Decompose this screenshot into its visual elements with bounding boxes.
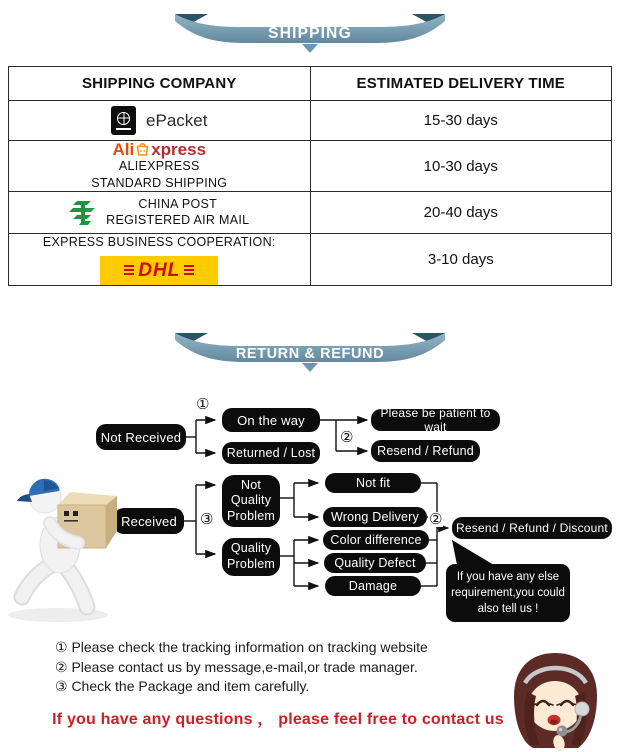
flow-box-returned-lost: Returned / Lost — [222, 442, 320, 464]
flow-box-not-quality-problem: Not Quality Problem — [222, 475, 280, 527]
aliexpress-logo: Ali xpress — [112, 140, 207, 159]
speech-bubble — [446, 564, 570, 622]
china-post-delivery-time: 20-40 days — [310, 192, 611, 234]
flow-box-quality-problem: Quality Problem — [222, 538, 280, 576]
china-post-line1: CHINA POST — [138, 197, 218, 212]
flow-box-received: Received — [114, 508, 184, 534]
flow-box-on-the-way: On the way — [222, 408, 320, 432]
note-line-2: ② Please contact us by message,e-mail,or trade manager. — [55, 658, 418, 675]
china-post-line2: REGISTERED AIR MAIL — [106, 212, 250, 227]
shipping-table — [8, 66, 612, 286]
dhl-delivery-time: 3-10 days — [310, 234, 611, 286]
flow-box-resend-refund-discount: Resend / Refund / Discount — [452, 517, 612, 539]
flow-box-not-fit: Not fit — [325, 473, 421, 493]
flow-box-be-patient: Please be patient to wait — [371, 409, 500, 431]
flow-box-wrong-delivery: Wrong Delivery — [323, 507, 427, 527]
flow-box-not-received: Not Received — [96, 424, 186, 450]
flow-step3-number: ③ — [200, 511, 214, 528]
notes-list — [55, 638, 428, 697]
bubble-line: If you have any else — [456, 570, 560, 583]
dhl-logo-text: DHL — [138, 259, 181, 281]
table-row-aliexpress — [9, 141, 612, 192]
shipping-banner — [174, 12, 446, 44]
flow-box-quality-defect: Quality Defect — [324, 553, 426, 573]
shopping-bag-icon — [134, 142, 151, 158]
customer-service-girl-illustration — [503, 650, 608, 752]
note-line-3: ③ Check the Package and item carefully. — [55, 678, 310, 694]
aliexpress-line1: ALIEXPRESS — [118, 159, 200, 173]
shipping-banner-label: SHIPPING — [268, 25, 352, 42]
flow-step1-number: ① — [196, 396, 210, 413]
dhl-logo — [100, 256, 218, 285]
chevron-down-icon — [302, 44, 318, 53]
aliexpress-line2: STANDARD SHIPPING — [91, 175, 228, 190]
table-row-epacket — [9, 101, 612, 141]
epacket-logo-icon: - - - - — [111, 106, 136, 135]
chevron-down-icon — [302, 363, 318, 372]
column-header-delivery-time: ESTIMATED DELIVERY TIME — [310, 67, 611, 101]
table-header-row — [9, 67, 612, 101]
bubble-line: requirement,you could — [451, 586, 565, 599]
flow-box-resend-refund: Resend / Refund — [371, 440, 480, 462]
epacket-label: ePacket — [146, 110, 208, 130]
note-line-1: ① Please check the tracking information on tracking website — [55, 639, 428, 655]
table-row-dhl — [9, 234, 612, 286]
flow-step2-number: ② — [340, 429, 354, 446]
return-refund-banner — [174, 331, 446, 363]
delivery-man-illustration — [0, 455, 120, 627]
flow-step2b-number: ② — [429, 511, 443, 528]
aliexpress-delivery-time: 10-30 days — [310, 141, 611, 192]
dhl-row-label: EXPRESS BUSINESS COOPERATION: — [42, 234, 276, 249]
epacket-delivery-time: 15-30 days — [310, 101, 611, 141]
column-header-shipping-company: SHIPPING COMPANY — [9, 67, 311, 101]
flow-box-damage: Damage — [325, 576, 421, 596]
table-row-china-post — [9, 192, 612, 234]
return-refund-banner-label: RETURN & REFUND — [235, 346, 385, 362]
china-post-logo-icon — [69, 200, 99, 226]
flow-box-color-difference: Color difference — [323, 530, 429, 550]
bubble-line: also tell us ! — [477, 603, 539, 616]
contact-us-message: If you have any questions ， please feel free to contact us — [52, 711, 504, 728]
